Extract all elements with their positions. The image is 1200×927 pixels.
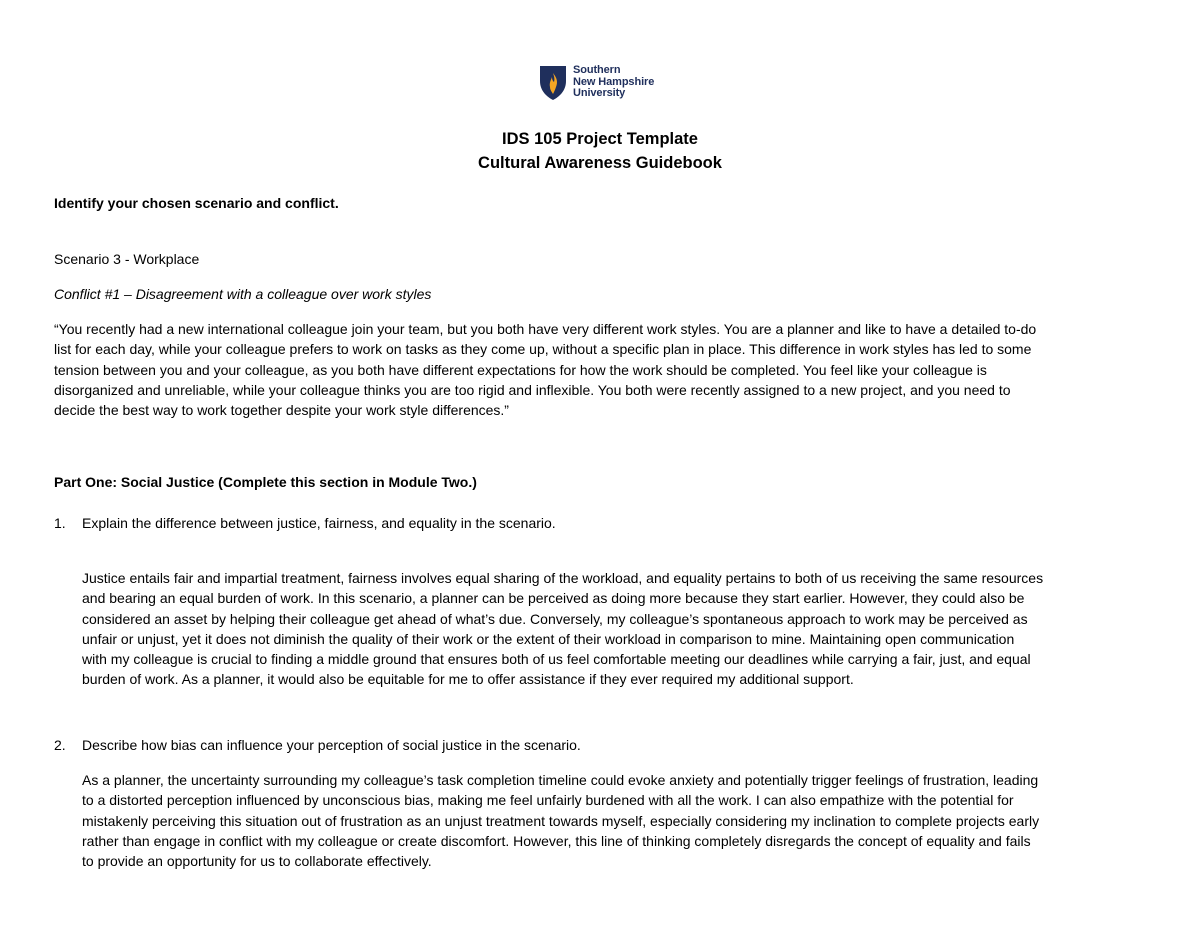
question-answer xyxy=(82,770,1039,871)
question-answer xyxy=(82,568,1043,690)
logo-line-3: University xyxy=(573,87,626,99)
logo-wordmark xyxy=(573,65,654,100)
answer-line: As a planner, the uncertainty surrounding my colleague’s task completion timeline could evoke anxiety and potentially trigger feelings of frustration, leading xyxy=(82,772,1039,788)
answer-line: to provide an opportunity for us to collaborate effectively. xyxy=(82,853,432,870)
title-line-1: IDS 105 Project Template xyxy=(502,130,698,148)
quote-line: disorganized and unreliable, while your colleague thinks you are too rigid and inflexible. You both were recently assigned to a new project, and you need to xyxy=(54,381,1011,398)
answer-line: considered an asset by helping their colleague get ahead of what’s due. Conversely, my colleague’s spontaneous approach to work may be perceived as xyxy=(82,610,1028,627)
scenario-label: Scenario 3 - Workplace xyxy=(54,251,200,267)
question-number: 2. xyxy=(54,737,66,753)
part-one-heading: Part One: Social Justice (Complete this section in Module Two.) xyxy=(54,474,477,490)
answer-line: with my colleague is crucial to finding a middle ground that ensures both of us feel comfortable meeting our deadlines while carrying a fair, just, and equal xyxy=(82,651,1031,668)
section-prompt: Identify your chosen scenario and conflict. xyxy=(54,195,339,211)
title-line-2: Cultural Awareness Guidebook xyxy=(478,154,722,172)
question-number: 1. xyxy=(54,515,66,531)
logo-line-2: New Hampshire xyxy=(573,75,655,88)
answer-line: unfair or unjust, yet it does not diminish the quality of their work or the extent of their workload in comparison to mine. Maintaining open communication xyxy=(82,630,1015,647)
quote-line: “You recently had a new international colleague join your team, but you both have very different work styles. You are a planner and like to have a detailed to-do xyxy=(54,321,1037,337)
scenario-quote xyxy=(54,319,1036,420)
logo-line-1: Southern xyxy=(573,64,621,76)
university-logo xyxy=(539,65,654,101)
question-prompt: Explain the difference between justice, fairness, and equality in the scenario. xyxy=(82,515,556,531)
quote-line: list for each day, while your colleague prefers to work on tasks as they come up, without a specific plan in place. This difference in work styles has led to some xyxy=(54,341,1032,358)
question-prompt: Describe how bias can influence your perception of social justice in the scenario. xyxy=(82,737,581,753)
answer-line: Justice entails fair and impartial treatment, fairness involves equal sharing of the workload, and equality pertains to both of us receiving the same resources xyxy=(82,570,1044,586)
quote-line: decide the best way to work together despite your work style differences.” xyxy=(54,402,509,419)
answer-line: to a distorted perception influenced by unconscious bias, making me feel unfairly burdened with all the work. I can also empathize with the potential for xyxy=(82,792,1014,809)
answer-line: rather than engage in conflict with my colleague or create discomfort. However, this line of thinking completely disregards the concept of equality and fails xyxy=(82,832,1031,849)
shield-flame-icon xyxy=(539,65,567,101)
quote-line: tension between you and your colleague, as you both have different expectations for how the work should be completed. You feel like your colleague is xyxy=(54,361,987,378)
answer-line: mistakenly perceiving this situation out of frustration as an unjust treatment towards myself, especially considering my inclination to complete projects early xyxy=(82,812,1040,829)
conflict-label: Conflict #1 – Disagreement with a colleague over work styles xyxy=(54,286,432,302)
document-title xyxy=(0,127,1200,175)
answer-line: burden of work. As a planner, it would also be equitable for me to offer assistance if they ever required my additional support. xyxy=(82,671,854,688)
answer-line: and bearing an equal burden of work. In this scenario, a planner can be perceived as doing more because they start earlier. However, they could also be xyxy=(82,590,1025,607)
